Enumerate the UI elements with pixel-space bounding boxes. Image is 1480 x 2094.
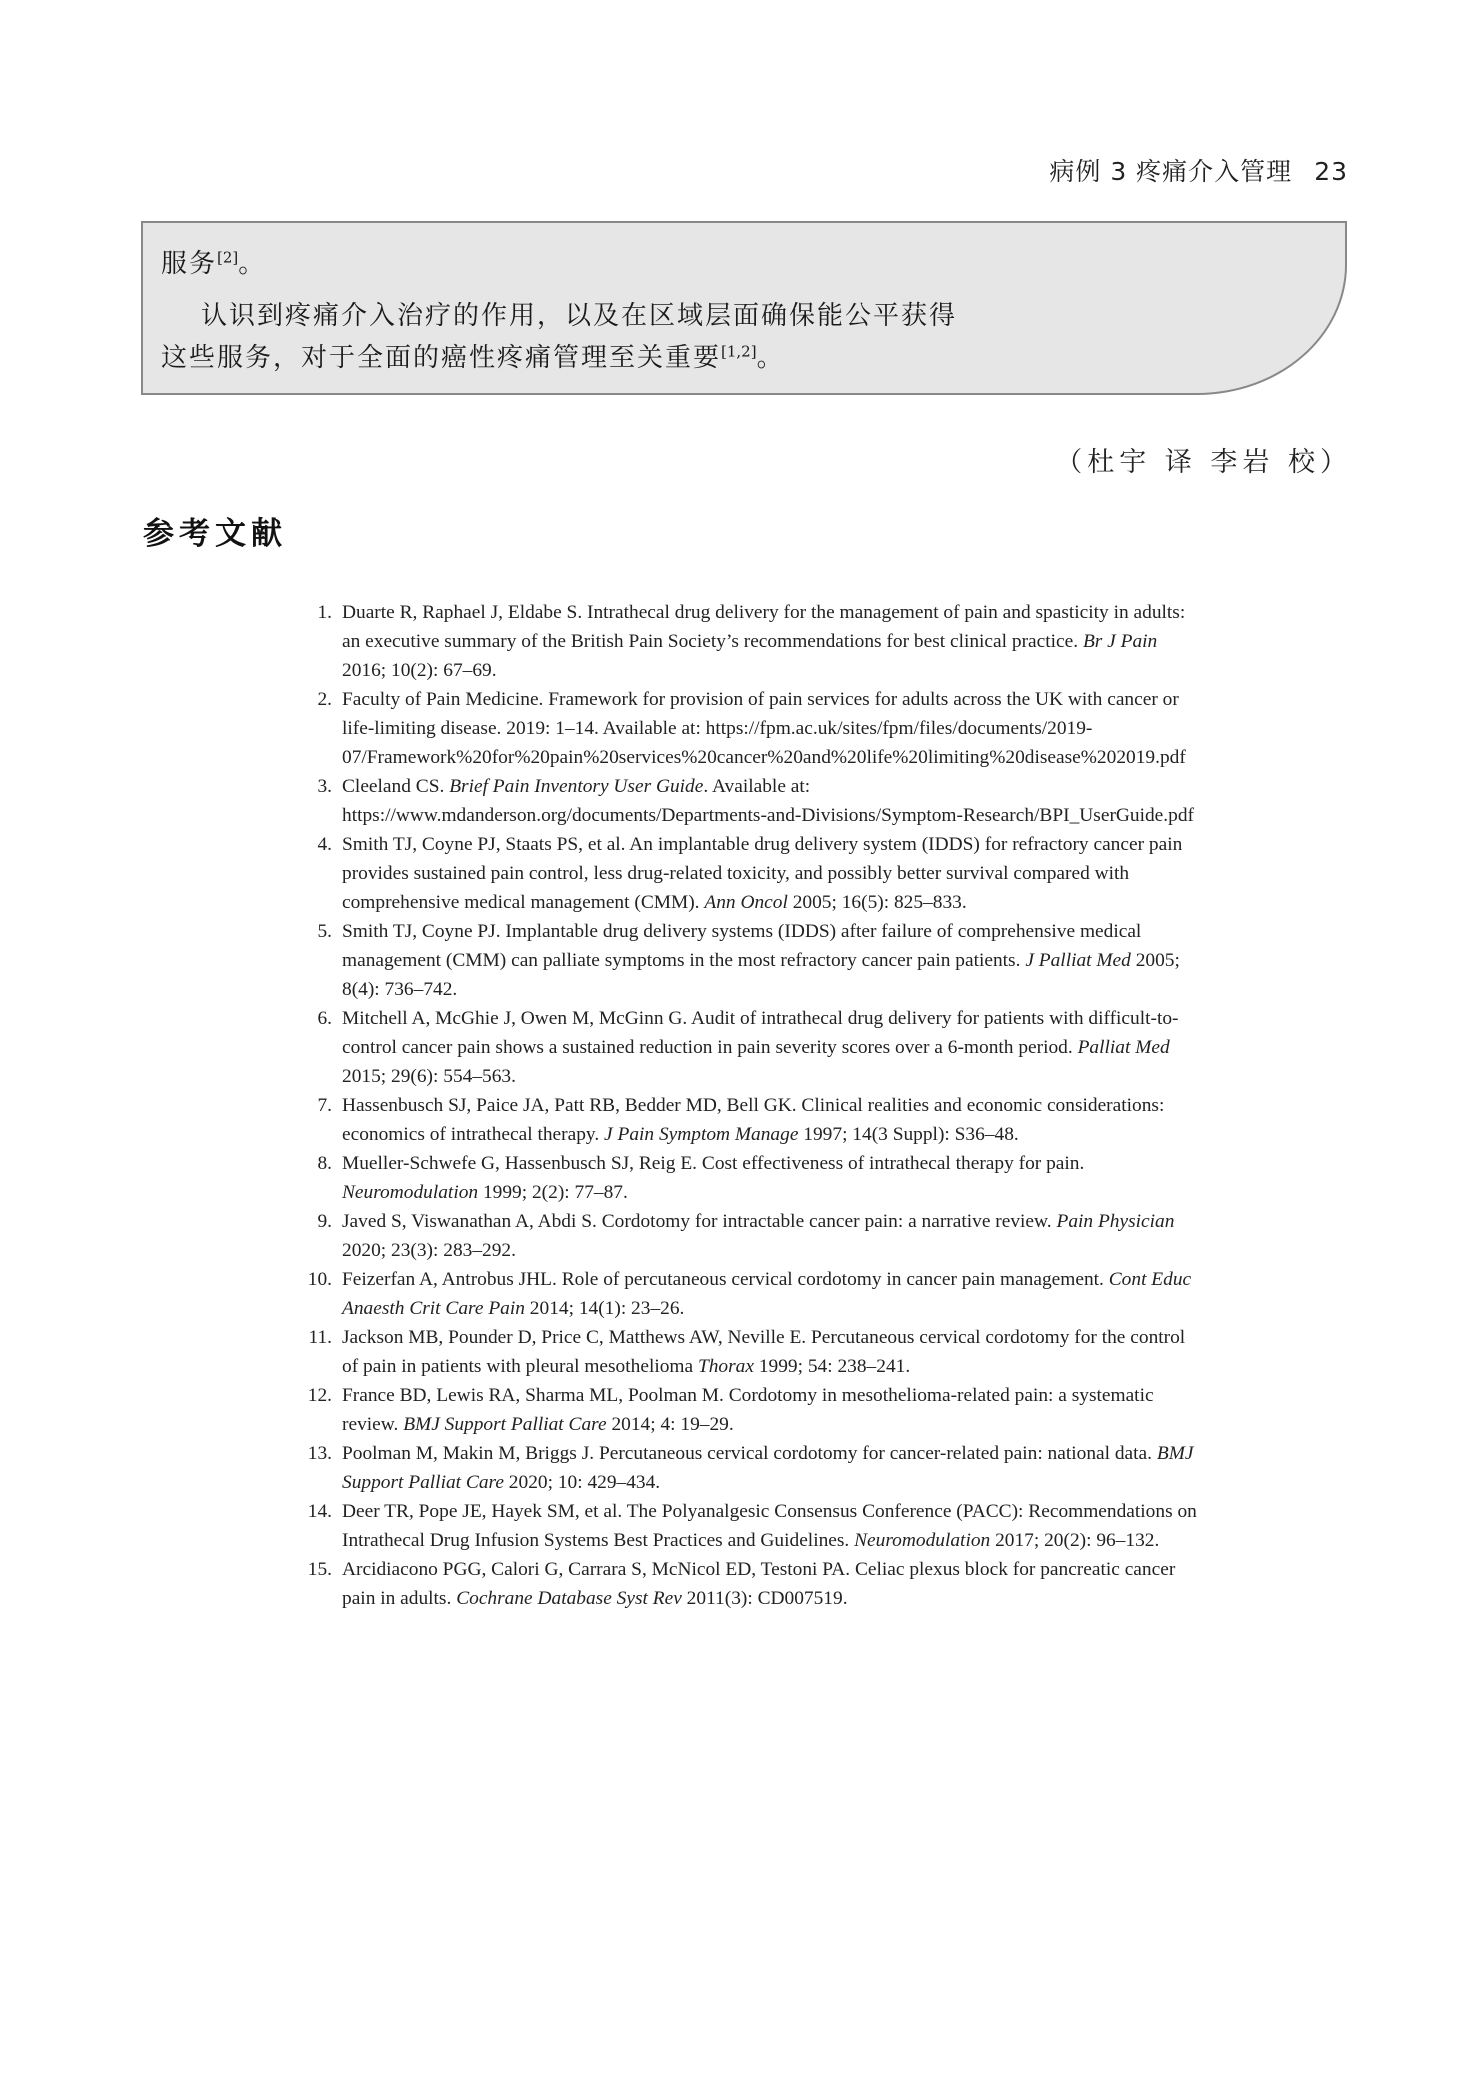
translator-credit: （杜宇 译 李岩 校） (1055, 447, 1352, 478)
citation[interactable]: [2] (217, 248, 239, 267)
citation[interactable]: [1,2] (721, 342, 757, 361)
summary-box (141, 221, 1347, 395)
box-line-2: 认识到疼痛介入治疗的作用，以及在区域层面确保能公平获得 (201, 301, 958, 331)
reference-item: 5. Smith TJ, Coyne PJ. Implantable drug delivery systems (IDDS) after failure of comprehensive medical management (CMM) can palliate symptoms in the most refractory cancer pain patients. J Palliat Med 2005; 8(4): 736–742. (317, 921, 1180, 1000)
running-title: 病例 3 疼痛介入管理 (1049, 157, 1293, 186)
reference-item: 15. Arcidiacono PGG, Calori G, Carrara S, McNicol ED, Testoni PA. Celiac plexus block for pancreatic cancer pain in adults. Cochrane Database Syst Rev 2011(3): CD007519. (307, 1559, 1176, 1609)
reference-list (300, 598, 1200, 1613)
reference-item: 3. Cleeland CS. Brief Pain Inventory User Guide. Available at: https://www.mdanderson.org/documents/Departments-and-Divisions/Symptom-Research/BPI_UserGuide.pdf (317, 776, 1194, 826)
running-head (1049, 152, 1348, 188)
reference-item: 7. Hassenbusch SJ, Paice JA, Patt RB, Bedder MD, Bell GK. Clinical realities and economic considerations: economics of intrathecal therapy. J Pain Symptom Manage 1997; 14(3 Suppl): S36–48. (317, 1095, 1165, 1145)
reference-item: 1. Duarte R, Raphael J, Eldabe S. Intrathecal drug delivery for the management of pain and spasticity in adults: an executive summary of the British Pain Society’s recommendations for best clinical practice. Br J Pain 2016; 10(2): 67–69. (317, 602, 1186, 681)
reference-item: 10. Feizerfan A, Antrobus JHL. Role of percutaneous cervical cordotomy in cancer pain management. Cont Educ Anaesth Crit Care Pain 2014; 14(1): 23–26. (307, 1269, 1192, 1319)
box-line-1: 服务[2]。 (161, 248, 267, 279)
reference-item: 8. Mueller-Schwefe G, Hassenbusch SJ, Reig E. Cost effectiveness of intrathecal therapy for pain. Neuromodulation 1999; 2(2): 77–87. (317, 1153, 1085, 1203)
reference-item: 9. Javed S, Viswanathan A, Abdi S. Cordotomy for intractable cancer pain: a narrative review. Pain Physician 2020; 23(3): 283–292. (317, 1211, 1175, 1261)
reference-item: 2. Faculty of Pain Medicine. Framework for provision of pain services for adults across the UK with cancer or life-limiting disease. 2019: 1–14. Available at: https://fpm.ac.uk/sites/fpm/files/documents/2019-07/Framework%20for%20pain%20services%20cancer%20and%20life%20limiting%20disease%202019.pdf (317, 689, 1186, 768)
reference-item: 13. Poolman M, Makin M, Briggs J. Percutaneous cervical cordotomy for cancer-related pain: national data. BMJ Support Palliat Care 2020; 10: 429–434. (307, 1443, 1194, 1493)
section-title: 参考文献 (143, 516, 287, 552)
reference-item: 4. Smith TJ, Coyne PJ, Staats PS, et al. An implantable drug delivery system (IDDS) for refractory cancer pain provides sustained pain control, less drug-related toxicity, and possibly better survival compared with comprehensive medical management (CMM). Ann Oncol 2005; 16(5): 825–833. (317, 834, 1183, 913)
page-number: 23 (1314, 157, 1348, 186)
reference-item: 6. Mitchell A, McGhie J, Owen M, McGinn G. Audit of intrathecal drug delivery for patients with difficult-to-control cancer pain shows a sustained reduction in pain severity scores over a 6-month period. Palliat Med 2015; 29(6): 554–563. (317, 1008, 1179, 1087)
box-line-3: 这些服务，对于全面的癌性疼痛管理至关重要[1,2]。 (161, 342, 785, 373)
reference-item: 11. Jackson MB, Pounder D, Price C, Matthews AW, Neville E. Percutaneous cervical cordotomy for the control of pain in patients with pleural mesothelioma Thorax 1999; 54: 238–241. (308, 1327, 1186, 1377)
reference-item: 12. France BD, Lewis RA, Sharma ML, Poolman M. Cordotomy in mesothelioma-related pain: a systematic review. BMJ Support Palliat Care 2014; 4: 19–29. (307, 1385, 1154, 1435)
reference-item: 14. Deer TR, Pope JE, Hayek SM, et al. The Polyanalgesic Consensus Conference (PACC): Recommendations on Intrathecal Drug Infusion Systems Best Practices and Guidelines. Neuromodulation 2017; 20(2): 96–132. (307, 1501, 1197, 1551)
